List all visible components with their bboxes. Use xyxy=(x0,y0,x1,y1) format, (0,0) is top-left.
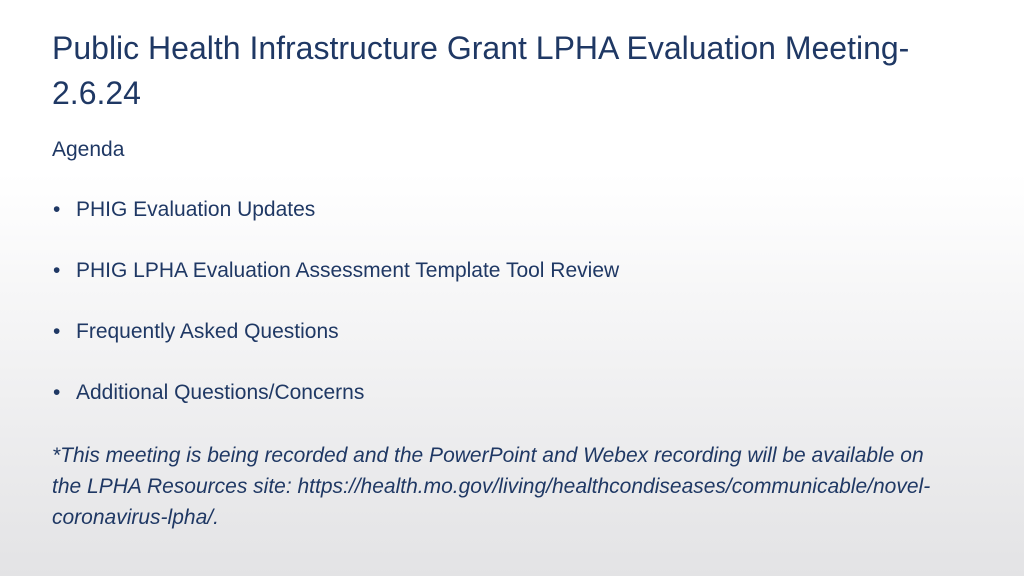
agenda-item-label: Frequently Asked Questions xyxy=(76,320,339,343)
agenda-item-label: Additional Questions/Concerns xyxy=(76,381,365,404)
agenda-item-label: PHIG Evaluation Updates xyxy=(76,198,316,221)
agenda-item xyxy=(52,258,619,319)
agenda-item xyxy=(52,319,619,380)
slide-title: Public Health Infrastructure Grant LPHA Evaluation Meeting-2.6.24 xyxy=(52,30,910,111)
bullet-icon: • xyxy=(53,320,61,343)
agenda-list xyxy=(52,197,619,441)
agenda-item xyxy=(52,380,619,441)
agenda-item xyxy=(52,197,619,258)
agenda-item-label: PHIG LPHA Evaluation Assessment Template Tool Review xyxy=(76,259,620,282)
bullet-icon: • xyxy=(53,381,61,404)
agenda-heading: Agenda xyxy=(52,138,125,161)
recording-notice: *This meeting is being recorded and the PowerPoint and Webex recording will be available on the LPHA Resources site: https://health.mo.gov/living/healthcondiseases/communicable/novel-coronavirus-lpha/. xyxy=(52,444,931,529)
bullet-icon: • xyxy=(53,198,61,221)
bullet-icon: • xyxy=(53,259,61,282)
